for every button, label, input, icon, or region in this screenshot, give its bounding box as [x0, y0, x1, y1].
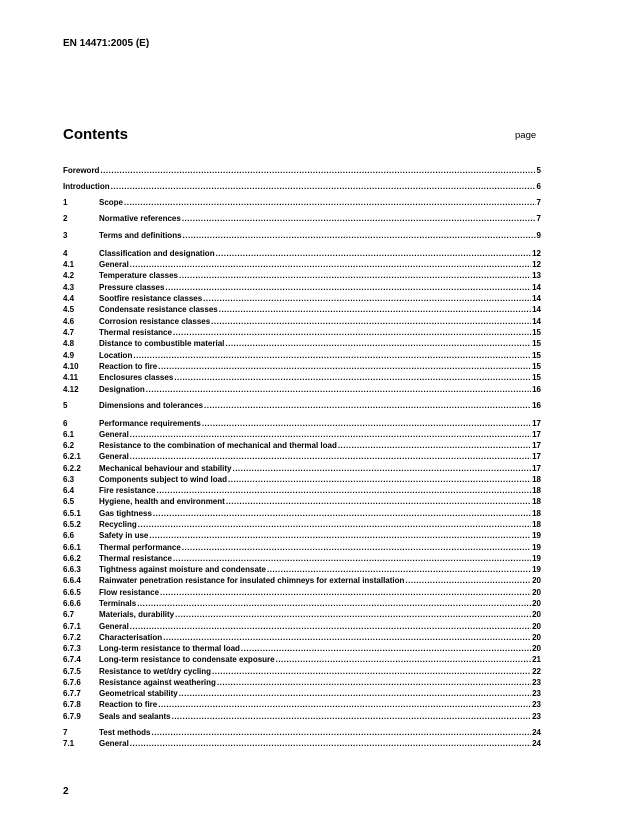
- toc-dot-leader: [202, 418, 531, 429]
- toc-entry-title: Seals and sealants: [99, 712, 171, 721]
- toc-entry-number: 6.2.1: [63, 452, 81, 461]
- toc-entry[interactable]: [63, 587, 541, 598]
- toc-dot-leader: [174, 372, 531, 383]
- toc-entry-number: 1: [63, 198, 68, 207]
- toc-entry[interactable]: [63, 677, 541, 688]
- toc-entry[interactable]: [63, 564, 541, 575]
- toc-entry-title: Normative references: [99, 214, 181, 223]
- toc-entry-title: Hygiene, health and environment: [99, 497, 225, 506]
- toc-entry-number: 6.6.5: [63, 588, 81, 597]
- toc-entry[interactable]: [63, 643, 541, 654]
- toc-entry-page: 24: [532, 739, 541, 748]
- toc-entry-title: Fire resistance: [99, 486, 156, 495]
- toc-entry-page: 19: [532, 565, 541, 574]
- toc-entry-page: 15: [532, 373, 541, 382]
- toc-dot-leader: [130, 621, 531, 632]
- page-number: 2: [63, 786, 69, 797]
- toc-entry-number: 6.6.3: [63, 565, 81, 574]
- toc-entry-page: 20: [532, 588, 541, 597]
- toc-entry-page: 14: [532, 317, 541, 326]
- toc-dot-leader: [203, 293, 531, 304]
- toc-dot-leader: [100, 165, 535, 176]
- toc-entry[interactable]: [63, 542, 541, 553]
- toc-entry[interactable]: [63, 485, 541, 496]
- toc-entry-title: General: [99, 452, 129, 461]
- toc-entry-page: 20: [532, 633, 541, 642]
- toc-entry-page: 14: [532, 305, 541, 314]
- document-header: EN 14471:2005 (E): [63, 38, 150, 49]
- toc-entry-title: Geometrical stability: [99, 689, 178, 698]
- toc-dot-leader: [124, 197, 536, 208]
- toc-entry-number: 4.3: [63, 283, 75, 292]
- toc-dot-leader: [179, 270, 531, 281]
- toc-entry-number: 7: [63, 728, 68, 737]
- toc-dot-leader: [212, 666, 531, 677]
- toc-entry-page: 14: [532, 283, 541, 292]
- toc-entry-number: 6.7.2: [63, 633, 81, 642]
- toc-entry-title: Gas tightness: [99, 509, 152, 518]
- toc-entry[interactable]: [63, 598, 541, 609]
- toc-dot-leader: [226, 496, 531, 507]
- toc-entry[interactable]: [63, 688, 541, 699]
- toc-entry-number: 6.7.5: [63, 667, 81, 676]
- toc-dot-leader: [241, 643, 531, 654]
- toc-entry-page: 15: [532, 339, 541, 348]
- toc-entry[interactable]: [63, 304, 541, 315]
- toc-entry-title: Condensate resistance classes: [99, 305, 218, 314]
- toc-dot-leader: [183, 230, 536, 241]
- toc-entry-title: Pressure classes: [99, 283, 165, 292]
- toc-entry[interactable]: [63, 654, 541, 665]
- toc-entry[interactable]: [63, 609, 541, 620]
- toc-entry-number: 4.2: [63, 271, 75, 280]
- toc-dot-leader: [172, 711, 532, 722]
- toc-dot-leader: [156, 485, 531, 496]
- toc-entry-title: Materials, durability: [99, 610, 175, 619]
- toc-dot-leader: [219, 304, 531, 315]
- toc-entry-page: 15: [532, 351, 541, 360]
- toc-entry-page: 19: [532, 543, 541, 552]
- toc-entry-title: Reaction to fire: [99, 700, 158, 709]
- toc-entry-title: Distance to combustible material: [99, 339, 225, 348]
- toc-entry-page: 16: [532, 401, 541, 410]
- toc-entry-title: Characterisation: [99, 633, 163, 642]
- toc-entry-number: 6.2: [63, 441, 75, 450]
- toc-entry-number: 2: [63, 214, 68, 223]
- toc-entry-title: Corrosion resistance classes: [99, 317, 211, 326]
- toc-entry-title: Thermal resistance: [99, 554, 172, 563]
- toc-entry-title: Recycling: [99, 520, 137, 529]
- toc-entry-title: Resistance to the combination of mechanical and thermal load: [99, 441, 337, 450]
- toc-entry-title: Foreword: [63, 166, 100, 175]
- toc-entry[interactable]: [63, 440, 541, 451]
- toc-entry[interactable]: [63, 451, 541, 462]
- toc-entry-page: 19: [532, 554, 541, 563]
- toc-entry-title: Enclosures classes: [99, 373, 174, 382]
- toc-entry-page: 24: [532, 728, 541, 737]
- toc-entry[interactable]: [63, 575, 541, 586]
- toc-entry-page: 17: [532, 419, 541, 428]
- toc-entry-title: Terms and definitions: [99, 231, 182, 240]
- toc-entry-page: 7: [536, 198, 541, 207]
- toc-entry-page: 13: [532, 271, 541, 280]
- toc-entry-page: 17: [532, 452, 541, 461]
- toc-dot-leader: [179, 688, 531, 699]
- toc-entry[interactable]: [63, 632, 541, 643]
- toc-entry-title: Test methods: [99, 728, 151, 737]
- toc-entry-page: 9: [536, 231, 541, 240]
- toc-entry-title: Resistance to wet/dry cycling: [99, 667, 212, 676]
- toc-entry-title: Rainwater penetration resistance for insulated chimneys for external installation: [99, 576, 405, 585]
- toc-entry-title: Sootfire resistance classes: [99, 294, 203, 303]
- toc-entry-title: Flow resistance: [99, 588, 160, 597]
- toc-entry[interactable]: [63, 230, 541, 241]
- toc-dot-leader: [225, 338, 531, 349]
- toc-entry-number: 6.3: [63, 475, 75, 484]
- toc-entry-page: 6: [536, 182, 541, 191]
- toc-dot-leader: [232, 463, 531, 474]
- toc-entry-title: Resistance against weathering: [99, 678, 216, 687]
- toc-entry-page: 18: [532, 520, 541, 529]
- toc-entry[interactable]: [63, 474, 541, 485]
- toc-dot-leader: [211, 316, 531, 327]
- toc-entry-number: 6.5: [63, 497, 75, 506]
- toc-dot-leader: [216, 248, 532, 259]
- toc-entry[interactable]: [63, 666, 541, 677]
- toc-dot-leader: [137, 598, 531, 609]
- toc-dot-leader: [217, 677, 531, 688]
- toc-dot-leader: [130, 738, 531, 749]
- toc-entry-title: Classification and designation: [99, 249, 215, 258]
- toc-entry-page: 12: [532, 260, 541, 269]
- toc-dot-leader: [158, 361, 531, 372]
- toc-dot-leader: [267, 564, 531, 575]
- toc-entry-number: 6.6.2: [63, 554, 81, 563]
- toc-dot-leader: [182, 213, 536, 224]
- toc-entry-number: 4.1: [63, 260, 75, 269]
- toc-entry-number: 6.6.6: [63, 599, 81, 608]
- toc-entry-number: 4.11: [63, 373, 79, 382]
- toc-entry[interactable]: [63, 463, 541, 474]
- toc-entry-number: 5: [63, 401, 68, 410]
- toc-entry-number: 6.6.4: [63, 576, 81, 585]
- toc-entry-number: 7.1: [63, 739, 75, 748]
- toc-entry-number: 6.7.9: [63, 712, 81, 721]
- toc-entry-number: 3: [63, 231, 68, 240]
- toc-entry[interactable]: [63, 418, 541, 429]
- toc-entry[interactable]: [63, 400, 541, 411]
- toc-entry-number: 6.7: [63, 610, 75, 619]
- toc-entry-title: Tightness against moisture and condensate: [99, 565, 266, 574]
- toc-dot-leader: [160, 587, 531, 598]
- toc-entry[interactable]: [63, 282, 541, 293]
- toc-dot-leader: [163, 632, 531, 643]
- toc-entry[interactable]: [63, 508, 541, 519]
- toc-entry-number: 6.7.6: [63, 678, 81, 687]
- toc-entry-title: General: [99, 260, 129, 269]
- toc-entry-page: 17: [532, 464, 541, 473]
- toc-entry-number: 4.10: [63, 362, 79, 371]
- toc-entry[interactable]: [63, 727, 541, 738]
- toc-entry-number: 6.5.2: [63, 520, 81, 529]
- toc-entry-title: Long-term resistance to condensate exposure: [99, 655, 275, 664]
- toc-entry-title: Temperature classes: [99, 271, 179, 280]
- toc-entry[interactable]: [63, 519, 541, 530]
- toc-entry[interactable]: [63, 248, 541, 259]
- toc-entry-number: 6.7.7: [63, 689, 81, 698]
- toc-entry-page: 12: [532, 249, 541, 258]
- toc-entry-page: 23: [532, 700, 541, 709]
- toc-entry-title: Components subject to wind load: [99, 475, 227, 484]
- toc-entry-title: Long-term resistance to thermal load: [99, 644, 240, 653]
- toc-entry[interactable]: [63, 711, 541, 722]
- toc-entry-number: 6.7.4: [63, 655, 81, 664]
- toc-entry-title: Terminals: [99, 599, 137, 608]
- toc-entry-number: 4: [63, 249, 68, 258]
- toc-entry-page: 23: [532, 712, 541, 721]
- toc-entry-page: 23: [532, 678, 541, 687]
- toc-dot-leader: [153, 508, 531, 519]
- toc-entry-page: 17: [532, 441, 541, 450]
- toc-dot-leader: [130, 259, 531, 270]
- toc-entry-title: General: [99, 430, 129, 439]
- toc-entry[interactable]: [63, 384, 541, 395]
- toc-entry[interactable]: [63, 738, 541, 749]
- toc-entry[interactable]: [63, 530, 541, 541]
- toc-entry[interactable]: [63, 316, 541, 327]
- toc-dot-leader: [130, 429, 531, 440]
- toc-entry-title: Location: [99, 351, 133, 360]
- toc-entry-number: 6.7.3: [63, 644, 81, 653]
- toc-dot-leader: [405, 575, 531, 586]
- toc-dot-leader: [130, 451, 531, 462]
- toc-entry-title: Safety in use: [99, 531, 149, 540]
- toc-dot-leader: [338, 440, 531, 451]
- toc-entry[interactable]: [63, 621, 541, 632]
- toc-entry-page: 23: [532, 689, 541, 698]
- toc-entry-number: 4.5: [63, 305, 75, 314]
- toc-entry[interactable]: [63, 429, 541, 440]
- toc-entry-number: 4.9: [63, 351, 75, 360]
- toc-entry-title: Dimensions and tolerances: [99, 401, 204, 410]
- toc-entry[interactable]: [63, 361, 541, 372]
- toc-entry[interactable]: [63, 213, 541, 224]
- contents-title: Contents: [63, 126, 128, 143]
- toc-entry-title: Scope: [99, 198, 124, 207]
- toc-entry[interactable]: [63, 197, 541, 208]
- toc-entry-title: Thermal performance: [99, 543, 181, 552]
- toc-entry-number: 4.12: [63, 385, 79, 394]
- toc-entry[interactable]: [63, 699, 541, 710]
- toc-entry[interactable]: [63, 270, 541, 281]
- toc-entry-page: 18: [532, 475, 541, 484]
- toc-entry-page: 20: [532, 644, 541, 653]
- page-column-label: page: [515, 130, 537, 141]
- toc-entry-page: 7: [536, 214, 541, 223]
- toc-entry-number: 4.6: [63, 317, 75, 326]
- toc-entry[interactable]: [63, 259, 541, 270]
- toc-dot-leader: [175, 609, 531, 620]
- toc-dot-leader: [151, 727, 531, 738]
- toc-entry-number: 6.2.2: [63, 464, 81, 473]
- toc-entry-number: 4.4: [63, 294, 75, 303]
- toc-entry-page: 19: [532, 531, 541, 540]
- toc-entry-title: General: [99, 622, 129, 631]
- toc-entry[interactable]: [63, 553, 541, 564]
- toc-entry-page: 15: [532, 328, 541, 337]
- toc-entry-number: 4.8: [63, 339, 75, 348]
- toc-entry-page: 15: [532, 362, 541, 371]
- toc-entry-page: 14: [532, 294, 541, 303]
- toc-entry-page: 18: [532, 486, 541, 495]
- toc-entry-number: 4.7: [63, 328, 75, 337]
- toc-entry[interactable]: [63, 338, 541, 349]
- toc-entry-number: 6.1: [63, 430, 75, 439]
- toc-dot-leader: [173, 327, 531, 338]
- toc-entry-page: 20: [532, 576, 541, 585]
- toc-entry-page: 22: [532, 667, 541, 676]
- toc-entry-title: Mechanical behaviour and stability: [99, 464, 232, 473]
- toc-entry[interactable]: [63, 496, 541, 507]
- toc-dot-leader: [182, 542, 531, 553]
- toc-entry-title: General: [99, 739, 129, 748]
- toc-entry[interactable]: [63, 181, 541, 192]
- toc-dot-leader: [173, 553, 531, 564]
- toc-entry[interactable]: [63, 350, 541, 361]
- toc-entry-number: 6: [63, 419, 68, 428]
- toc-dot-leader: [158, 699, 531, 710]
- toc-entry-title: Reaction to fire: [99, 362, 158, 371]
- toc-entry[interactable]: [63, 165, 541, 176]
- toc-dot-leader: [228, 474, 531, 485]
- toc-dot-leader: [276, 654, 531, 665]
- toc-dot-leader: [146, 384, 531, 395]
- toc-entry-page: 18: [532, 497, 541, 506]
- toc-entry[interactable]: [63, 327, 541, 338]
- toc-entry-page: 20: [532, 622, 541, 631]
- toc-entry-title: Performance requirements: [99, 419, 201, 428]
- toc-entry-number: 6.5.1: [63, 509, 81, 518]
- toc-entry-page: 16: [532, 385, 541, 394]
- toc-entry-number: 6.4: [63, 486, 75, 495]
- toc-dot-leader: [111, 181, 536, 192]
- toc-entry[interactable]: [63, 372, 541, 383]
- toc-dot-leader: [149, 530, 531, 541]
- toc-dot-leader: [138, 519, 531, 530]
- toc-entry-page: 20: [532, 599, 541, 608]
- toc-entry-page: 21: [532, 655, 541, 664]
- toc-entry-page: 17: [532, 430, 541, 439]
- toc-entry-number: 6.6: [63, 531, 75, 540]
- toc-entry-page: 18: [532, 509, 541, 518]
- toc-entry-title: Introduction: [63, 182, 110, 191]
- toc-entry-title: Designation: [99, 385, 145, 394]
- toc-entry-number: 6.7.8: [63, 700, 81, 709]
- toc-dot-leader: [133, 350, 531, 361]
- toc-entry-page: 5: [536, 166, 541, 175]
- toc-dot-leader: [204, 400, 531, 411]
- toc-entry-title: Thermal resistance: [99, 328, 172, 337]
- toc-entry-number: 6.7.1: [63, 622, 81, 631]
- toc-dot-leader: [165, 282, 531, 293]
- toc-entry-page: 20: [532, 610, 541, 619]
- toc-entry[interactable]: [63, 293, 541, 304]
- toc-entry-number: 6.6.1: [63, 543, 81, 552]
